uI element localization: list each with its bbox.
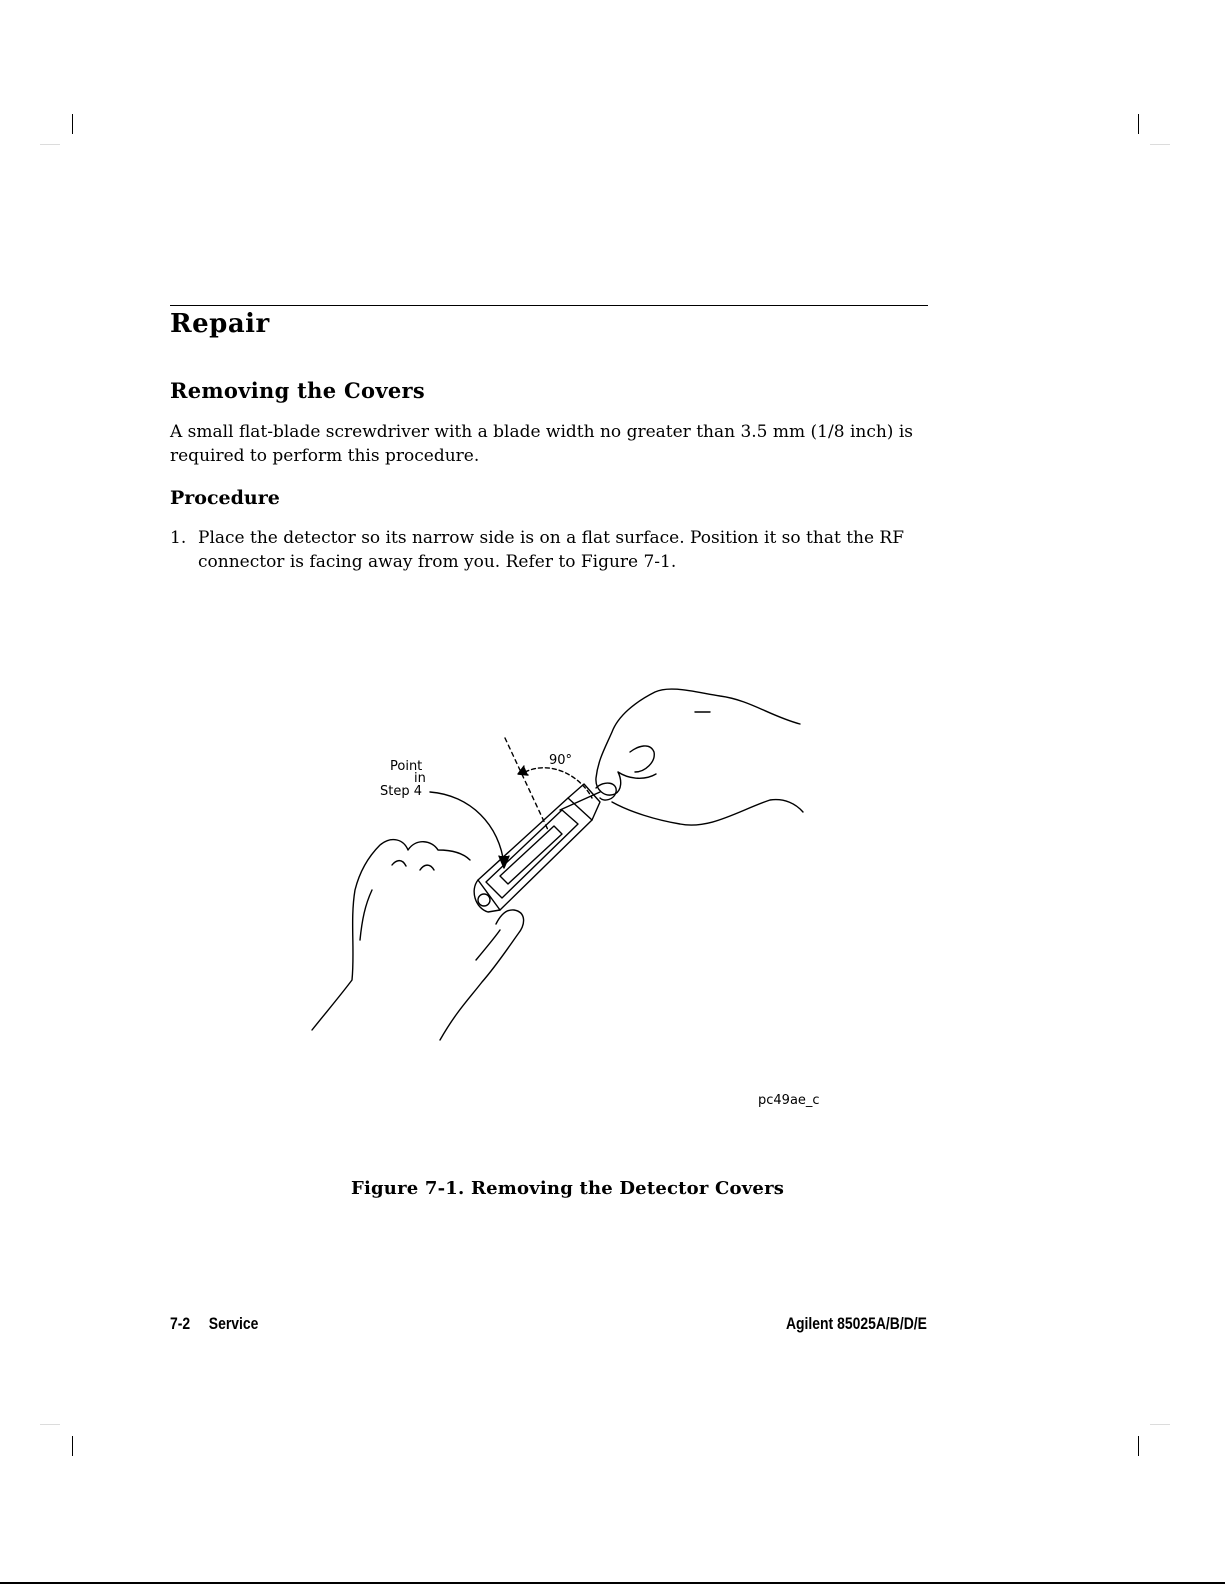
detector-cover	[486, 810, 578, 898]
detector-body	[478, 798, 592, 910]
procedure-step	[170, 526, 930, 574]
angle-arc	[525, 768, 592, 798]
section-title: Repair	[170, 309, 270, 339]
figure-caption: Figure 7-1. Removing the Detector Covers	[351, 1178, 785, 1199]
crop-mark-top-left	[72, 114, 73, 134]
detector-cover-removal-illustration	[300, 680, 840, 1120]
crop-mark-bottom-left	[72, 1436, 73, 1456]
crop-mark-top-left-h	[40, 144, 60, 145]
procedure-heading: Procedure	[170, 487, 280, 509]
crop-mark-bottom-right-h	[1150, 1424, 1170, 1425]
subsection-title: Removing the Covers	[170, 378, 425, 403]
angle-label: 90°	[549, 753, 573, 768]
footer-left	[170, 1314, 258, 1334]
figure-id: pc49ae_c	[758, 1093, 820, 1108]
label-point: Point	[390, 759, 423, 774]
leader-line	[430, 792, 504, 865]
step-number: 1.	[170, 528, 187, 548]
page-bottom-rule	[0, 1582, 1225, 1584]
detector-end	[474, 880, 500, 912]
right-hand	[596, 689, 803, 825]
footer-product: Agilent 85025A/B/D/E	[785, 1314, 927, 1333]
footer-page-number: 7-2	[170, 1314, 191, 1333]
crop-mark-bottom-left-h	[40, 1424, 60, 1425]
screwdriver-blade	[560, 792, 600, 810]
label-step: Step 4	[380, 784, 423, 799]
crop-mark-bottom-right	[1138, 1436, 1139, 1456]
detector-connector-ring	[478, 894, 490, 906]
intro-paragraph: A small flat-blade screwdriver with a blade width no greater than 3.5 mm (1/8 inch) is required to perform this procedure.	[170, 422, 913, 466]
crop-mark-top-right-h	[1150, 144, 1170, 145]
left-hand	[312, 840, 524, 1040]
axis-dashed-line	[505, 738, 548, 830]
crop-mark-top-right	[1138, 114, 1139, 134]
section-rule	[170, 305, 928, 306]
footer-section: Service	[208, 1314, 259, 1333]
detector-inner-slot	[500, 826, 562, 884]
step-text: Place the detector so its narrow side is on a flat surface. Position it so that the RF connector is facing away from you. Refer to Figure 7-1.	[198, 528, 905, 572]
screwdriver-handle	[596, 783, 616, 800]
label-in: in	[414, 771, 426, 786]
